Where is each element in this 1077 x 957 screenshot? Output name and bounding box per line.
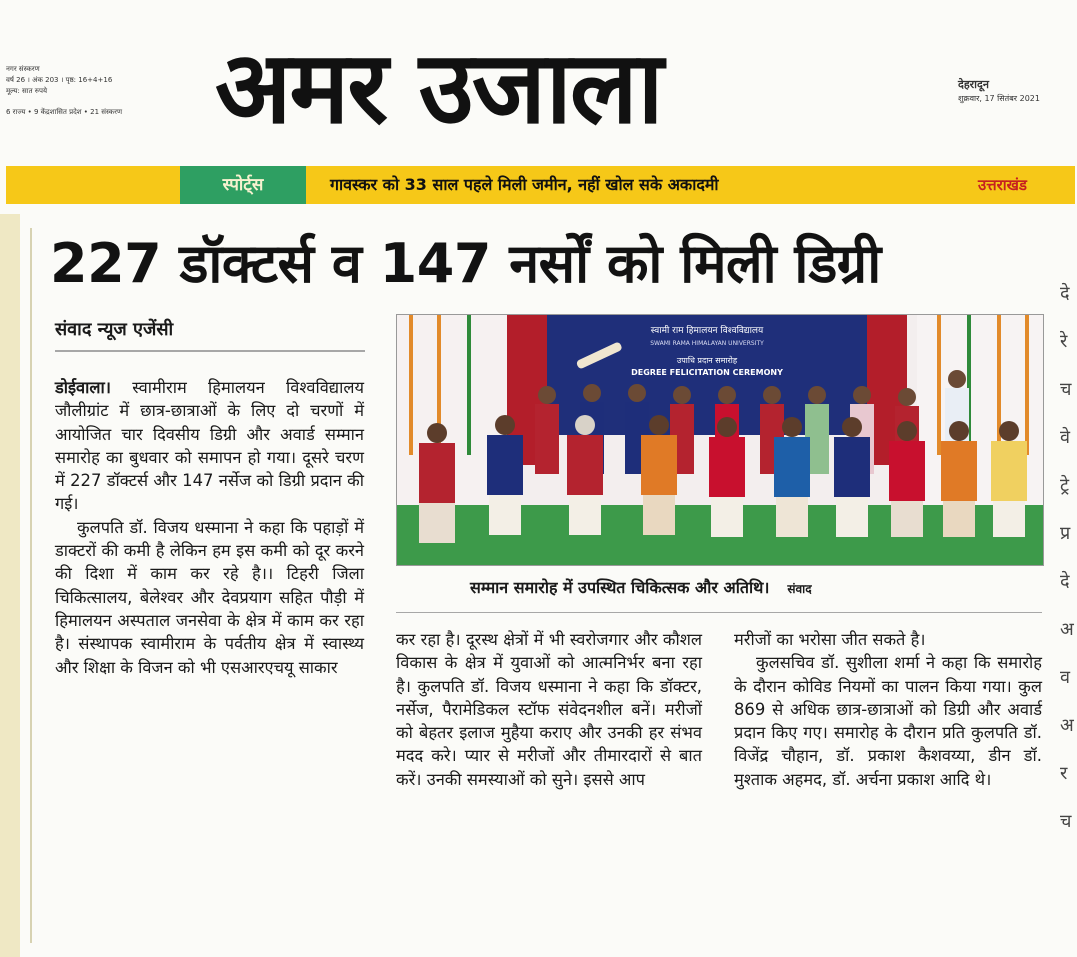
banner-line-2: SWAMI RAMA HIMALAYAN UNIVERSITY: [650, 340, 764, 347]
photo-credit: संवाद: [787, 582, 812, 596]
fragment-char: अ: [1060, 715, 1074, 736]
caption-divider: [396, 612, 1042, 613]
dateline: डोईवाला।: [55, 378, 111, 397]
issue-info: वर्ष 26 । अंक 203 । पृष्ठ: 16+4+16: [6, 76, 113, 84]
editions-info: 6 राज्य • 9 केंद्रशासित प्रदेश • 21 संस्करण: [6, 108, 123, 116]
edition-label: नगर संस्करण: [6, 65, 40, 73]
adjacent-article-fragment: [1060, 270, 1077, 950]
section-tag-sports: स्पोर्ट्स: [180, 166, 306, 204]
col3-para-1: मरीजों का भरोसा जीत सकते है।: [734, 630, 926, 649]
banner-line-1: स्वामी राम हिमालयन विश्वविद्यालय: [650, 326, 764, 336]
fragment-char: अ: [1060, 619, 1074, 640]
masthead-meta-right: [958, 78, 1040, 106]
ceremony-photo-illustration: [397, 315, 1043, 565]
fragment-char: दे: [1060, 283, 1070, 304]
article-column-1: [55, 376, 364, 951]
left-column-rule: [30, 228, 32, 943]
ceremony-photo: [396, 314, 1044, 566]
fragment-char: ट्रे: [1060, 475, 1070, 496]
left-page-gutter: [0, 214, 20, 957]
col3-para-2: कुलसचिव डॉ. सुशीला शर्मा ने कहा कि समारोह के दौरान कोविड नियमों का पालन किया गया। कुल 869 से अधिक छात्र-छात्राओं को डिग्री और अवार्ड प्रदान किए गए। समारोह के दौरान प्रति कुलपति डॉ. विजेंद्र चौहान, डॉ. प्रकाश कैशवय्या, डीन डॉ. मुश्ताक अहमद, डॉ. अर्चना प्रकाश आदि थे।: [734, 653, 1042, 789]
article-byline: संवाद न्यूज एजेंसी: [55, 319, 174, 340]
byline-divider: [55, 350, 365, 352]
article-column-3: [734, 628, 1042, 951]
fragment-char: व: [1060, 667, 1071, 688]
price-info: मूल्य: सात रुपये: [6, 87, 48, 95]
fragment-char: वे: [1060, 427, 1071, 448]
headline-ticker: गावस्कर को 33 साल पहले मिली जमीन, नहीं खोल सके अकादमी: [330, 175, 719, 194]
fragment-char: च: [1060, 379, 1072, 400]
masthead-meta-left: [6, 64, 156, 118]
fragment-char: रे: [1060, 331, 1068, 352]
fragment-char: र: [1060, 763, 1068, 784]
caption-text: सम्मान समारोह में उपस्थित चिकित्सक और अतिथि।: [470, 578, 770, 597]
col1-para-1: स्वामीराम हिमालयन विश्वविद्यालय जौलीग्रांट में छात्र-छात्राओं के लिए दो चरणों में आयोजित चार दिवसीय डिग्री और अवार्ड सम्मान समारोह का बुधवार को समापन हो गया। दूसरे चरण में 227 डॉक्टर्स और 147 नर्सेज को डिग्री प्रदान की गई।: [55, 378, 364, 514]
newspaper-logo: अमर उजाला: [215, 29, 662, 146]
banner-line-3: उपाधि प्रदान समारोह: [676, 356, 738, 365]
col2-para-1: कर रहा है। दूरस्थ क्षेत्रों में भी स्वरोजगार और कौशल विकास के क्षेत्र में युवाओं को आत्मनिर्भर बना रहा है। कुलपति डॉ. विजय धस्माना ने कहा कि डॉक्टर, नर्सेज, पैरामेडिकल स्टॉफ संवेदनशील बनें। मरीजों को बेहतर इलाज मुहैया कराए और उनकी हर संभव मदद करे। प्यार से मरीजों और तीमारदारों से बात करें। उनकी समस्याओं को सुने। इससे आप: [396, 630, 702, 789]
fragment-char: च: [1060, 811, 1072, 832]
banner-line-4: DEGREE FELICITATION CEREMONY: [631, 368, 783, 377]
fragment-char: दे: [1060, 571, 1070, 592]
article-headline: 227 डॉक्टर्स व 147 नर्सों को मिली डिग्री: [50, 232, 881, 295]
issue-date: शुक्रवार, 17 सितंबर 2021: [958, 94, 1040, 103]
article-column-2: [396, 628, 702, 951]
fragment-char: प्र: [1060, 523, 1071, 544]
photo-caption: [470, 576, 812, 598]
city-name: देहरादून: [958, 78, 989, 91]
state-tag: उत्तराखंड: [978, 176, 1027, 194]
col1-para-2: कुलपति डॉ. विजय धस्माना ने कहा कि पहाड़ों में डाक्टरों की कमी है लेकिन हम इस कमी को दूर करने की दिशा में काम कर रहे है।। टिहरी जिला चिकित्सालय, बेलेश्वर और देवप्रयाग सहित पौड़ी में हिमालयन अस्पताल जनसेवा के क्षेत्र में काम कर रहा है। संस्थापक स्वामीराम के पर्वतीय क्षेत्र में स्वास्थ्य और शिक्षा के विजन को भी एसआरएचयू साकार: [55, 517, 364, 677]
